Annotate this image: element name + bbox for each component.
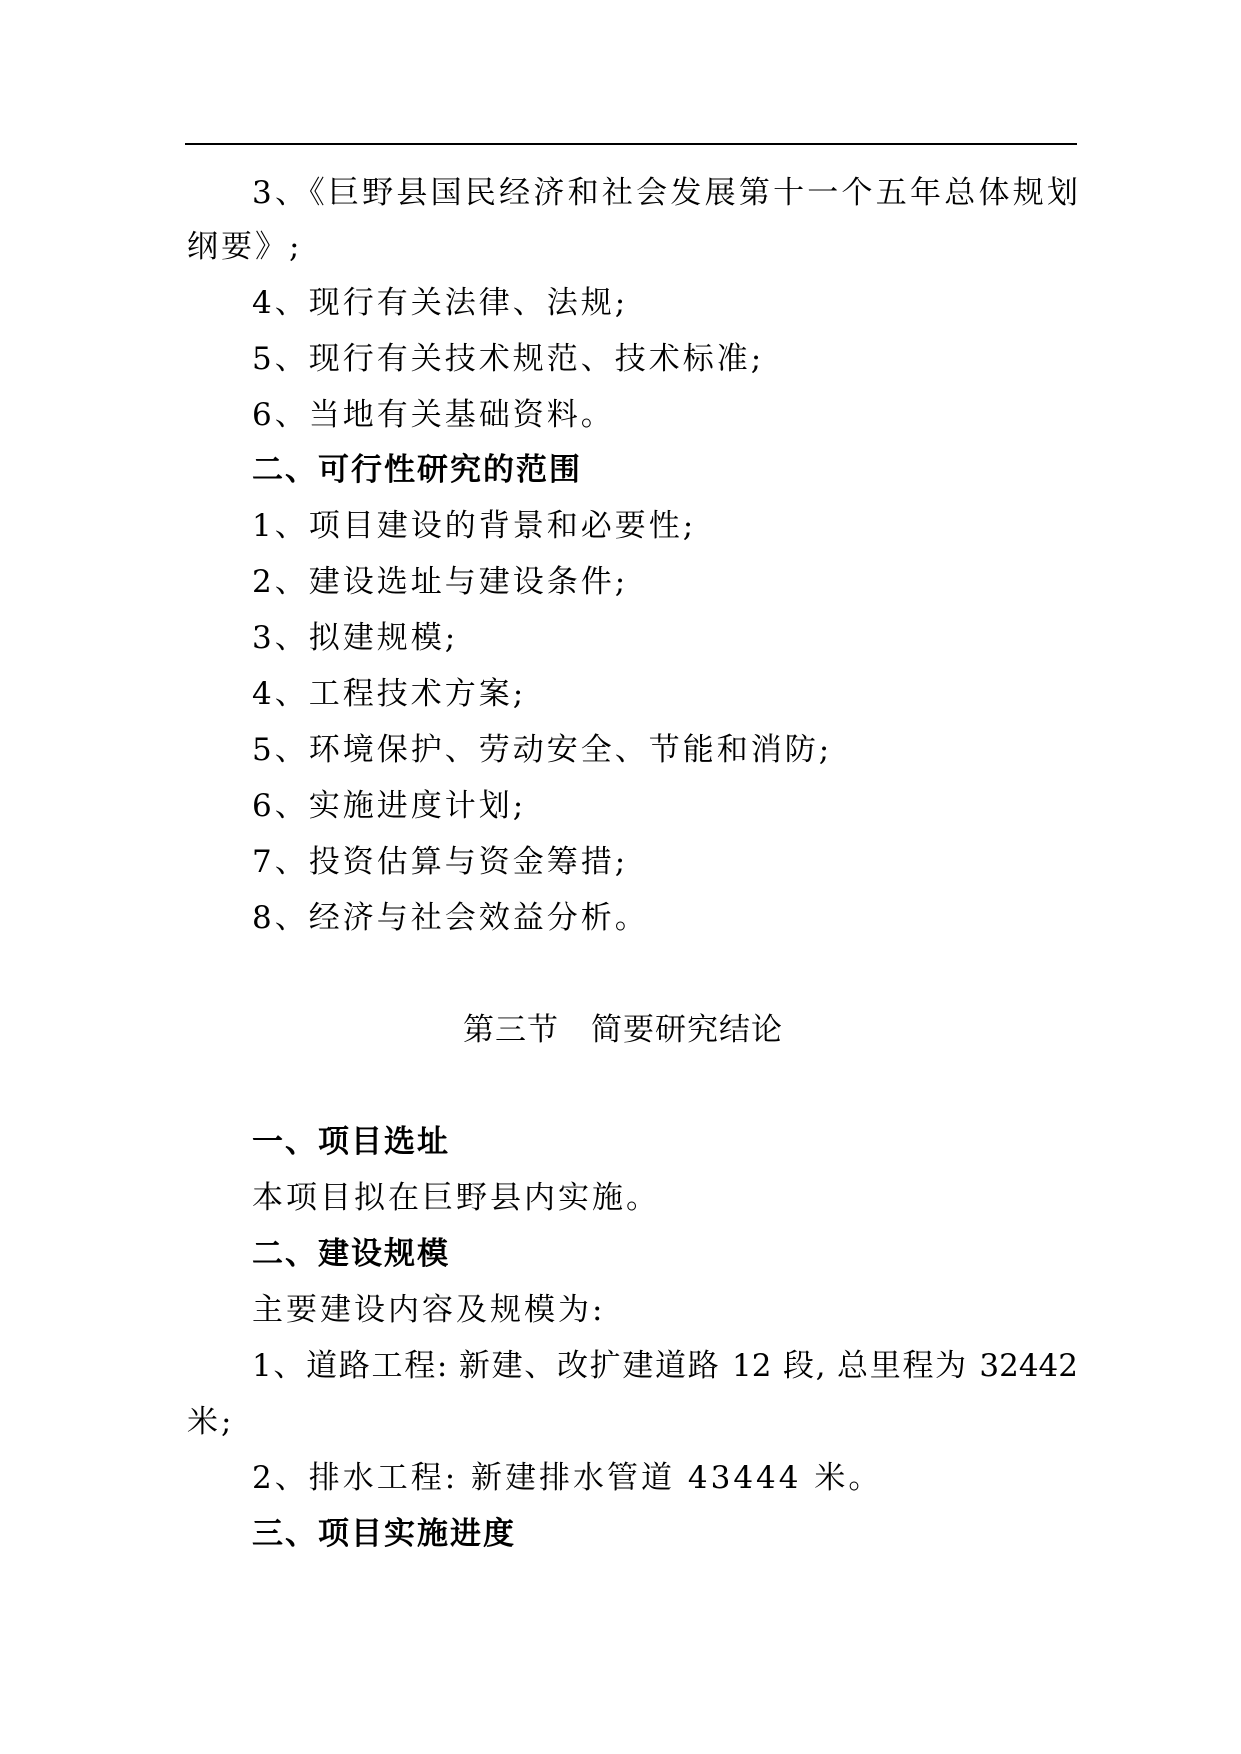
scale-drainage: 2、排水工程: 新建排水管道 43444 米。 bbox=[252, 1460, 883, 1496]
basis-item-3-line-2: 纲要》; bbox=[187, 229, 303, 265]
scope-heading: 二、可行性研究的范围 bbox=[252, 452, 582, 488]
basis-item-6: 6、当地有关基础资料。 bbox=[252, 397, 615, 433]
scope-item-5: 5、环境保护、劳动安全、节能和消防; bbox=[252, 732, 833, 768]
basis-item-5: 5、现行有关技术规范、技术标准; bbox=[252, 341, 765, 377]
basis-item-3-line-1: 3、《巨野县国民经济和社会发展第十一个五年总体规划 bbox=[252, 175, 1078, 211]
section-title: 第三节 简要研究结论 bbox=[463, 1012, 783, 1048]
site-heading: 一、项目选址 bbox=[252, 1124, 450, 1160]
scope-item-7: 7、投资估算与资金筹措; bbox=[252, 844, 629, 880]
scope-item-8: 8、经济与社会效益分析。 bbox=[252, 900, 649, 936]
basis-item-4: 4、现行有关法律、法规; bbox=[252, 285, 629, 321]
scale-heading: 二、建设规模 bbox=[252, 1236, 450, 1272]
scope-item-4: 4、工程技术方案; bbox=[252, 676, 527, 712]
scope-item-3: 3、拟建规模; bbox=[252, 620, 459, 656]
schedule-heading: 三、项目实施进度 bbox=[252, 1516, 516, 1552]
scale-road-line-2: 米; bbox=[187, 1404, 235, 1440]
scope-item-2: 2、建设选址与建设条件; bbox=[252, 564, 629, 600]
header-rule bbox=[185, 143, 1077, 145]
scale-intro: 主要建设内容及规模为: bbox=[252, 1292, 606, 1328]
site-body: 本项目拟在巨野县内实施。 bbox=[252, 1180, 660, 1216]
scope-item-1: 1、项目建设的背景和必要性; bbox=[252, 508, 697, 544]
scale-road-line-1: 1、道路工程: 新建、改扩建道路 12 段, 总里程为 32442 bbox=[252, 1348, 1078, 1384]
scope-item-6: 6、实施进度计划; bbox=[252, 788, 527, 824]
